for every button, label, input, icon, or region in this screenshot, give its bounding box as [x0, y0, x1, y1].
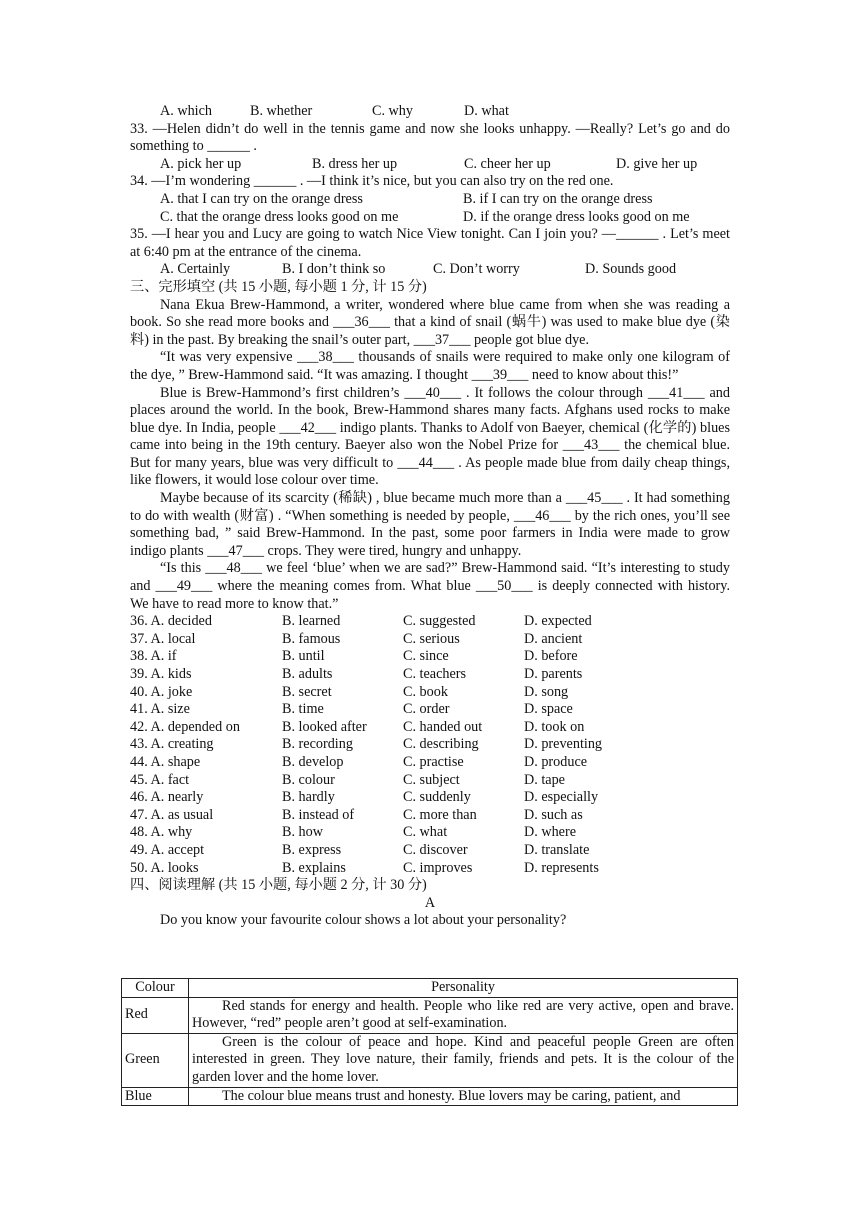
q35-option-c: C. Don’t worry [433, 261, 520, 278]
answer-option: C. improves [403, 859, 473, 876]
answer-row [130, 648, 730, 666]
table-header-row [122, 979, 738, 998]
answer-option: 46. A. nearly [130, 789, 204, 806]
table-header-personality: Personality [189, 979, 738, 998]
answer-option: D. translate [524, 841, 590, 858]
table-row [122, 997, 738, 1033]
answer-row [130, 719, 730, 737]
answer-option: B. hardly [282, 789, 335, 806]
table-cell-colour: Green [122, 1033, 189, 1087]
answer-option: D. where [524, 824, 576, 841]
answer-option: B. famous [282, 630, 341, 647]
table-row [122, 1033, 738, 1087]
answer-option: D. parents [524, 666, 583, 682]
q35-stem: 35. —I hear you and Lucy are going to watch Nice View tonight. Can I join you? —______ . Let’s meet at 6:40 pm at the entrance of the cinema. [130, 226, 730, 260]
q33-stem: 33. —Helen didn’t do well in the tennis game and now she looks unhappy. —Really? Let’s go and do something to ______ . [130, 120, 730, 155]
answer-option: D. produce [524, 753, 588, 770]
table-cell-personality: The colour blue means trust and honesty. Blue lovers may be caring, patient, and [189, 1087, 738, 1106]
answer-option: D. took on [524, 718, 585, 735]
answer-option: D. preventing [524, 736, 603, 753]
q33-option-a: A. pick her up [160, 155, 242, 172]
q33-options [130, 156, 730, 174]
cloze-answer-options [130, 613, 730, 877]
q34-option-b: B. if I can try on the orange dress [463, 190, 653, 207]
cloze-paragraph-4: Maybe because of its scarcity (稀缺) , blue became much more than a ___45___ . It had something to do with wealth (财富) . “When something is needed by people, ___46___ by the rich ones, you’ll see something bad, ” said Brew-Hammond. In the past, some poor farmers in India were made to grow indigo plants ___47___ crops. They were tired, hungry and unhappy. [130, 490, 730, 559]
q34-option-c: C. that the orange dress looks good on me [160, 208, 399, 225]
answer-option: C. handed out [403, 718, 483, 735]
answer-option: 40. A. joke [130, 683, 193, 700]
answer-option: B. secret [282, 683, 332, 700]
answer-option: 38. A. if [130, 648, 177, 665]
answer-option: C. suddenly [403, 789, 471, 806]
table-cell-colour: Blue [122, 1087, 189, 1106]
answer-row [130, 824, 730, 842]
answer-option: D. expected [524, 613, 592, 630]
answer-row [130, 789, 730, 807]
q35-option-b: B. I don’t think so [282, 261, 386, 278]
answer-option: 41. A. size [130, 701, 190, 718]
answer-option: D. before [524, 648, 578, 665]
answer-row [130, 772, 730, 790]
answer-option: B. how [282, 824, 323, 841]
answer-option: D. represents [524, 859, 599, 876]
answer-option: C. describing [403, 736, 479, 753]
q35-options [130, 261, 730, 279]
answer-option: C. book [403, 683, 448, 700]
answer-option: C. teachers [403, 666, 467, 682]
answer-option: 39. A. kids [130, 666, 192, 682]
answer-option: 44. A. shape [130, 753, 201, 770]
answer-option: B. until [282, 648, 325, 665]
answer-row [130, 736, 730, 754]
answer-option: 48. A. why [130, 824, 193, 841]
answer-option: B. colour [282, 771, 335, 788]
answer-option: 42. A. depended on [130, 718, 240, 735]
answer-option: C. what [403, 824, 448, 841]
exam-page [130, 103, 730, 930]
answer-option: C. suggested [403, 613, 476, 630]
answer-row [130, 701, 730, 719]
section3-title: 三、完形填空 (共 15 小题, 每小题 1 分, 计 15 分) [130, 278, 427, 295]
answer-row [130, 754, 730, 772]
answer-row [130, 631, 730, 649]
answer-row [130, 807, 730, 825]
answer-option: 50. A. looks [130, 859, 199, 876]
q33-option-d: D. give her up [616, 155, 698, 172]
answer-option: C. more than [403, 806, 477, 823]
answer-option: B. recording [282, 736, 353, 753]
cloze-paragraph-3: Blue is Brew-Hammond’s first children’s ___40___ . It follows the colour through ___41___ and places around the world. In the book, Brew-Hammond shares many facts. Afghans used rocks to make blue dye. In India, people ___42___ indigo plants. Thanks to Adolf von Baeyer, chemical (化学的) blues came into being in the 19th century. Baeyer also won the Nobel Prize for ___43___ the chemical blue. But for many years, blue was very difficult to ___44___ . As people made blue from daily cheap things, like flowers, it would lose colour over time. [130, 384, 730, 489]
answer-option: B. adults [282, 666, 333, 682]
answer-option: C. subject [403, 771, 460, 788]
answer-option: C. order [403, 701, 450, 718]
q34-option-a: A. that I can try on the orange dress [160, 190, 363, 207]
answer-option: 37. A. local [130, 630, 196, 647]
answer-option: 36. A. decided [130, 613, 212, 630]
answer-row [130, 860, 730, 878]
answer-option: B. explains [282, 859, 346, 876]
q32-option-a: A. which [160, 103, 213, 119]
q34-option-d: D. if the orange dress looks good on me [463, 208, 690, 225]
answer-option: D. song [524, 683, 569, 700]
answer-option: C. since [403, 648, 449, 665]
table-cell-personality: Red stands for energy and health. People who like red are very active, open and brave. However, “red” people aren’t good at self-examination. [189, 997, 738, 1033]
answer-option: D. tape [524, 771, 565, 788]
q32-option-d: D. what [464, 103, 509, 119]
passage-label: A [424, 894, 436, 911]
answer-option: D. ancient [524, 630, 583, 647]
cloze-paragraph-1: Nana Ekua Brew-Hammond, a writer, wondered where blue came from when she was reading a book. So she read more books and ___36___ that a kind of snail (蜗牛) was used to make blue dye (染料) in the past. By breaking the snail’s outer part, ___37___ people got blue dye. [130, 296, 730, 348]
answer-option: C. discover [403, 841, 468, 858]
answer-option: B. learned [282, 613, 341, 630]
answer-option: B. time [282, 701, 324, 718]
q32-option-b: B. whether [250, 103, 313, 119]
table-row [122, 1087, 738, 1106]
colour-personality-table [121, 978, 738, 1106]
q34-options [130, 191, 730, 226]
q33-option-c: C. cheer her up [464, 155, 551, 172]
table-cell-colour: Red [122, 997, 189, 1033]
answer-option: D. especially [524, 789, 599, 806]
answer-option: B. instead of [282, 806, 355, 823]
answer-option: B. express [282, 841, 342, 858]
answer-option: C. serious [403, 630, 460, 647]
answer-row [130, 666, 730, 684]
answer-option: 45. A. fact [130, 771, 190, 788]
answer-option: C. practise [403, 753, 464, 770]
section4-title: 四、阅读理解 (共 15 小题, 每小题 2 分, 计 30 分) [130, 877, 427, 894]
answer-option: 43. A. creating [130, 736, 214, 753]
q33-option-b: B. dress her up [312, 155, 398, 172]
q34-stem: 34. —I’m wondering ______ . —I think it’s nice, but you can also try on the red one. [130, 173, 614, 190]
q32-option-c: C. why [372, 103, 413, 119]
answer-option: B. develop [282, 753, 344, 770]
q32-options [130, 103, 730, 121]
passage-intro: Do you know your favourite colour shows a lot about your personality? [160, 912, 567, 929]
answer-row [130, 613, 730, 631]
cloze-paragraph-2: “It was very expensive ___38___ thousands of snails were required to make only one kilogram of the dye, ” Brew-Hammond said. “It was amazing. I thought ___39___ need to know about this!” [130, 349, 730, 383]
q35-option-a: A. Certainly [160, 261, 231, 278]
answer-option: D. such as [524, 806, 583, 823]
answer-option: B. looked after [282, 718, 367, 735]
answer-option: D. space [524, 701, 573, 718]
answer-row [130, 684, 730, 702]
cloze-paragraph-5: “Is this ___48___ we feel ‘blue’ when we are sad?” Brew-Hammond said. “It’s interesting to study and ___49___ where the meaning comes from. What blue ___50___ is deeply connected with history. We have to read more to know that.” [130, 560, 730, 612]
answer-option: 47. A. as usual [130, 806, 214, 823]
q35-option-d: D. Sounds good [585, 261, 677, 278]
table-cell-personality: Green is the colour of peace and hope. Kind and peaceful people Green are often interested in green. They love nature, their family, friends and pets. It is the colour of the garden lover and the home lover. [189, 1033, 738, 1087]
answer-option: 49. A. accept [130, 841, 205, 858]
answer-row [130, 842, 730, 860]
table-header-colour: Colour [122, 979, 189, 998]
